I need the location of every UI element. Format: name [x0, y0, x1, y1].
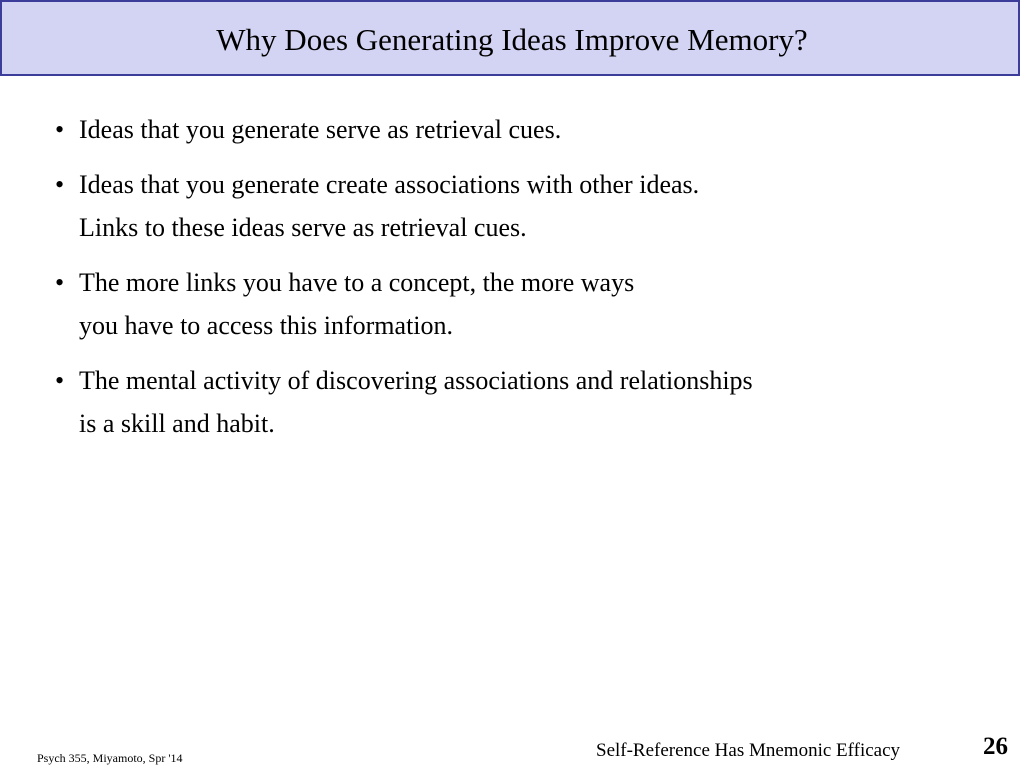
- bullet-text-line: Ideas that you generate serve as retrieval cues.: [79, 115, 562, 144]
- title-bar: [0, 0, 1020, 76]
- bullet-text-line: The more links you have to a concept, the more ways: [79, 268, 635, 297]
- bullet-dot-icon: •: [55, 115, 65, 144]
- bullet-item: [0, 163, 1000, 249]
- slide-title: Why Does Generating Ideas Improve Memory?: [216, 22, 808, 57]
- bullet-text-line: Ideas that you generate create associations with other ideas.: [79, 170, 700, 199]
- footer-section-title: Self-Reference Has Mnemonic Efficacy: [596, 740, 901, 761]
- slide-number: 26: [983, 733, 1008, 760]
- bullet-dot-icon: •: [55, 170, 65, 199]
- bullet-text-line: The mental activity of discovering associations and relationships: [79, 366, 753, 395]
- bullet-text-line: you have to access this information.: [79, 311, 454, 340]
- bullet-dot-icon: •: [55, 268, 65, 297]
- bullet-text-line: Links to these ideas serve as retrieval cues.: [79, 213, 527, 242]
- bullet-list: [0, 108, 1000, 457]
- bullet-dot-icon: •: [55, 366, 65, 395]
- bullet-item: [0, 261, 1000, 347]
- footer-course-label: Psych 355, Miyamoto, Spr '14: [37, 751, 183, 765]
- bullet-text-line: is a skill and habit.: [79, 409, 275, 438]
- bullet-item: [0, 359, 1000, 445]
- bullet-item: [0, 108, 1000, 151]
